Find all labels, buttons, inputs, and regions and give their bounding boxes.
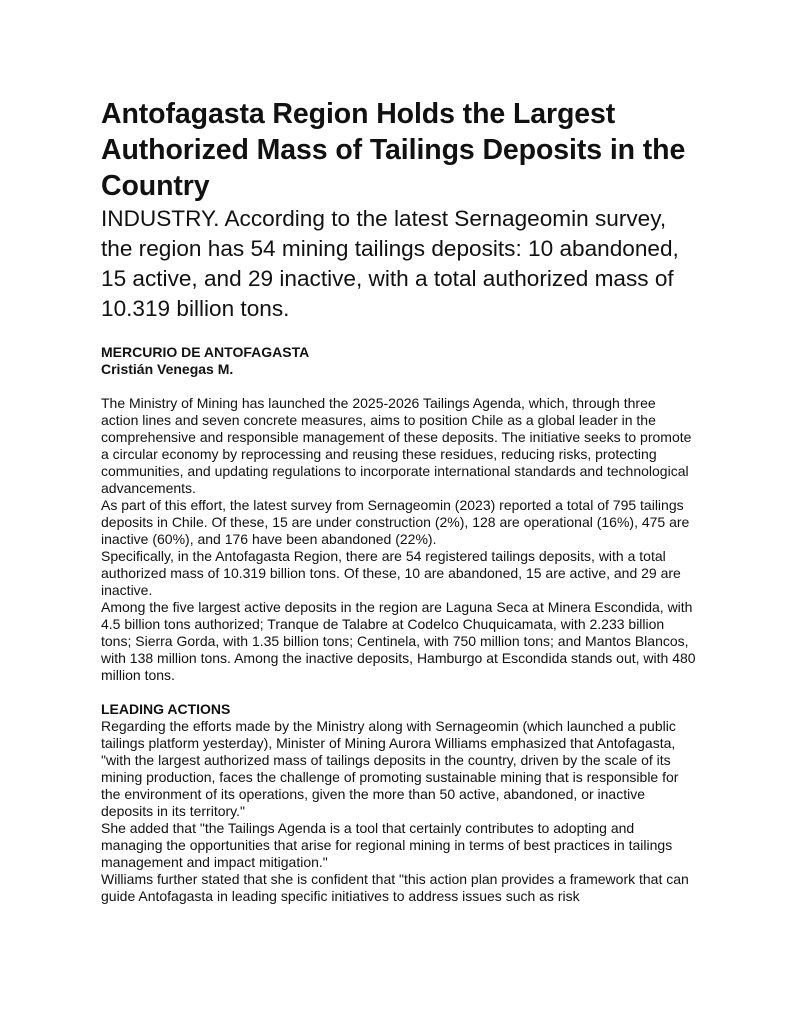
paragraph: Among the five largest active deposits in the region are Laguna Seca at Minera Escondida, with 4.5 billion tons authorized; Tranque de Talabre at Codelco Chuquicamata, with 2.233 billion tons; Sierra Gorda, with 1.35 billion tons; Centinela, with 750 million tons; and Mantos Blancos, with 138 million tons. Among the inactive deposits, Hamburgo at Escondida stands out, with 480 million tons.: [101, 599, 696, 683]
paragraph: Regarding the efforts made by the Ministry along with Sernageomin (which launched a public tailings platform yesterday), Minister of Mining Aurora Williams emphasized that Antofagasta, "with the largest authorized mass of tailings deposits in the country, driven by the scale of its mining production, faces the challenge of promoting sustainable mining that is responsible for the environment of its operations, given the more than 50 active, abandoned, or inactive deposits in its territory.": [101, 718, 679, 819]
paragraph: She added that "the Tailings Agenda is a tool that certainly contributes to adopting and managing the opportunities that arise for regional mining in terms of best practices in tailings management and impact mitigation.": [101, 820, 673, 870]
deck: INDUSTRY. According to the latest Sernageomin survey, the region has 54 mining tailings deposits: 10 abandoned, 15 active, and 29 inactive, with a total authorized mass of 10.319 billion tons.: [101, 206, 679, 321]
article-body: [101, 395, 696, 684]
paragraph: As part of this effort, the latest survey from Sernageomin (2023) reported a total of 795 tailings deposits in Chile. Of these, 15 are under construction (2%), 128 are operational (16%), 475 are inactive (60%), and 176 have been abandoned (22%).: [101, 497, 690, 547]
article: [101, 96, 696, 905]
section-title: LEADING ACTIONS: [101, 701, 231, 717]
publication: MERCURIO DE ANTOFAGASTA: [101, 344, 310, 360]
author: Cristián Venegas M.: [101, 361, 234, 377]
paragraph: Williams further stated that she is confident that "this action plan provides a framework that can guide Antofagasta in leading specific initiatives to address issues such as risk: [101, 871, 689, 904]
paragraph: The Ministry of Mining has launched the 2025-2026 Tailings Agenda, which, through three action lines and seven concrete measures, aims to position Chile as a global leader in the comprehensive and responsible management of these deposits. The initiative seeks to promote a circular economy by reprocessing and reusing these residues, reducing risks, protecting communities, and updating regulations to incorporate international standards and technological advancements.: [101, 395, 692, 496]
paragraph: Specifically, in the Antofagasta Region, there are 54 registered tailings deposits, with a total authorized mass of 10.319 billion tons. Of these, 10 are abandoned, 15 are active, and 29 are inactive.: [101, 548, 681, 598]
leading-actions-section: [101, 701, 696, 905]
headline: Antofagasta Region Holds the Largest Authorized Mass of Tailings Deposits in the Country: [101, 98, 686, 202]
